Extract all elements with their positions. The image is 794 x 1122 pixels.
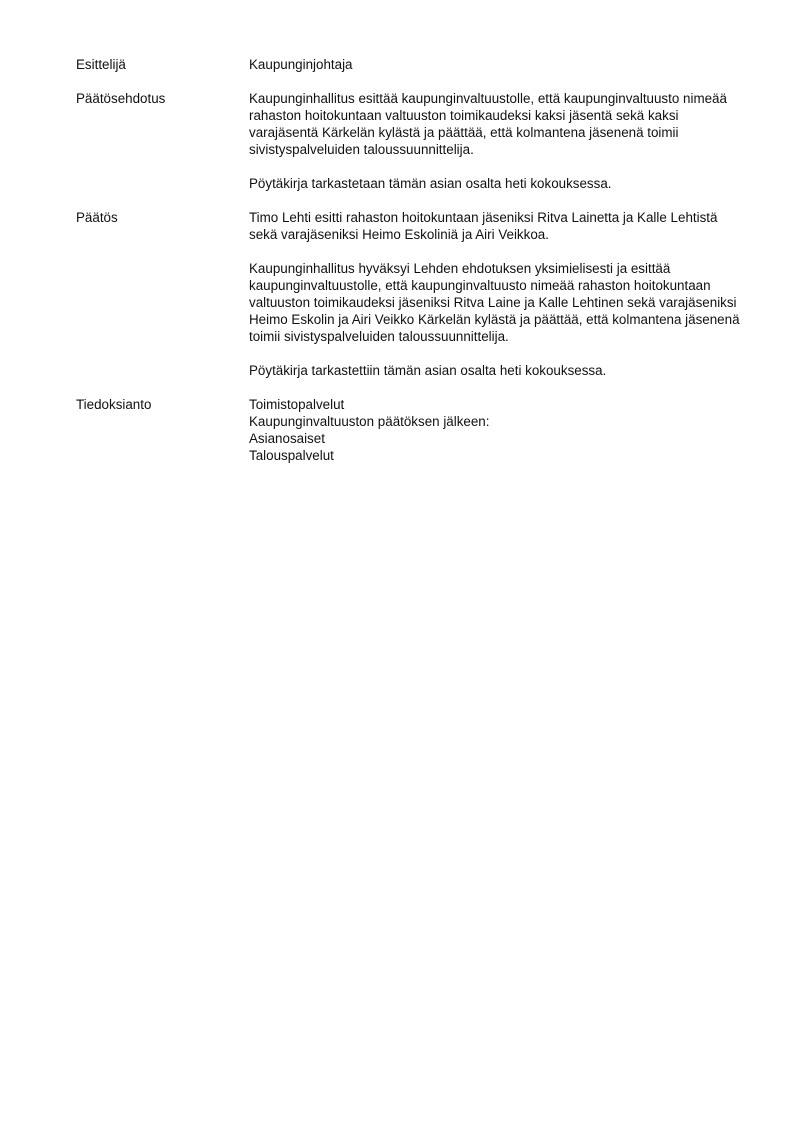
decision-paragraph: Timo Lehti esitti rahaston hoitokuntaan jäseniksi Ritva Lainetta ja Kalle Lehtistä sekä varajäseniksi Heimo Eskoliniä ja Airi Veikkoa.: [249, 210, 718, 242]
section-paatosehdotus: [76, 90, 744, 192]
list-item: Asianosaiset: [249, 431, 325, 446]
section-content: [249, 56, 744, 73]
list-item: Talouspalvelut: [249, 448, 334, 463]
section-content: [249, 209, 744, 379]
list-item: Kaupunginvaltuuston päätöksen jälkeen:: [249, 414, 490, 429]
section-content: [249, 396, 744, 464]
section-label: Tiedoksianto: [76, 397, 152, 412]
section-label: Päätös: [76, 210, 118, 225]
distribution-list: [249, 396, 744, 464]
section-label: Esittelijä: [76, 57, 126, 72]
section-tiedoksianto: [76, 396, 744, 464]
section-paatos: [76, 209, 744, 379]
decision-paragraph: Pöytäkirja tarkastettiin tämän asian osalta heti kokouksessa.: [249, 363, 607, 378]
document-body: [76, 56, 744, 464]
section-esittelija: [76, 56, 744, 73]
proposal-paragraph: Kaupunginhallitus esittää kaupunginvaltuustolle, että kaupunginvaltuusto nimeää rahaston hoitokuntaan valtuuston toimikaudeksi kaksi jäsentä sekä kaksi varajäsentä Kärkelän kylästä ja päättää, että kolmantena jäsenenä toimii sivistyspalveluiden taloussuunnittelija.: [249, 91, 727, 157]
proposal-paragraph: Pöytäkirja tarkastetaan tämän asian osalta heti kokouksessa.: [249, 176, 612, 191]
section-label: Päätösehdotus: [76, 91, 166, 106]
presenter-value: Kaupunginjohtaja: [249, 57, 353, 72]
section-content: [249, 90, 744, 192]
decision-paragraph: Kaupunginhallitus hyväksyi Lehden ehdotuksen yksimielisesti ja esittää kaupunginvaltuustolle, että kaupunginvaltuusto nimeää rahaston hoitokuntaan valtuuston toimikaudeksi jäseniksi Ritva Laine ja Kalle Lehtinen sekä varajäseniksi Heimo Eskolin ja Airi Veikko Kärkelän kylästä ja päättää, että kolmantena jäsenenä toimii sivistyspalveluiden taloussuunnittelija.: [249, 261, 740, 344]
list-item: Toimistopalvelut: [249, 397, 345, 412]
